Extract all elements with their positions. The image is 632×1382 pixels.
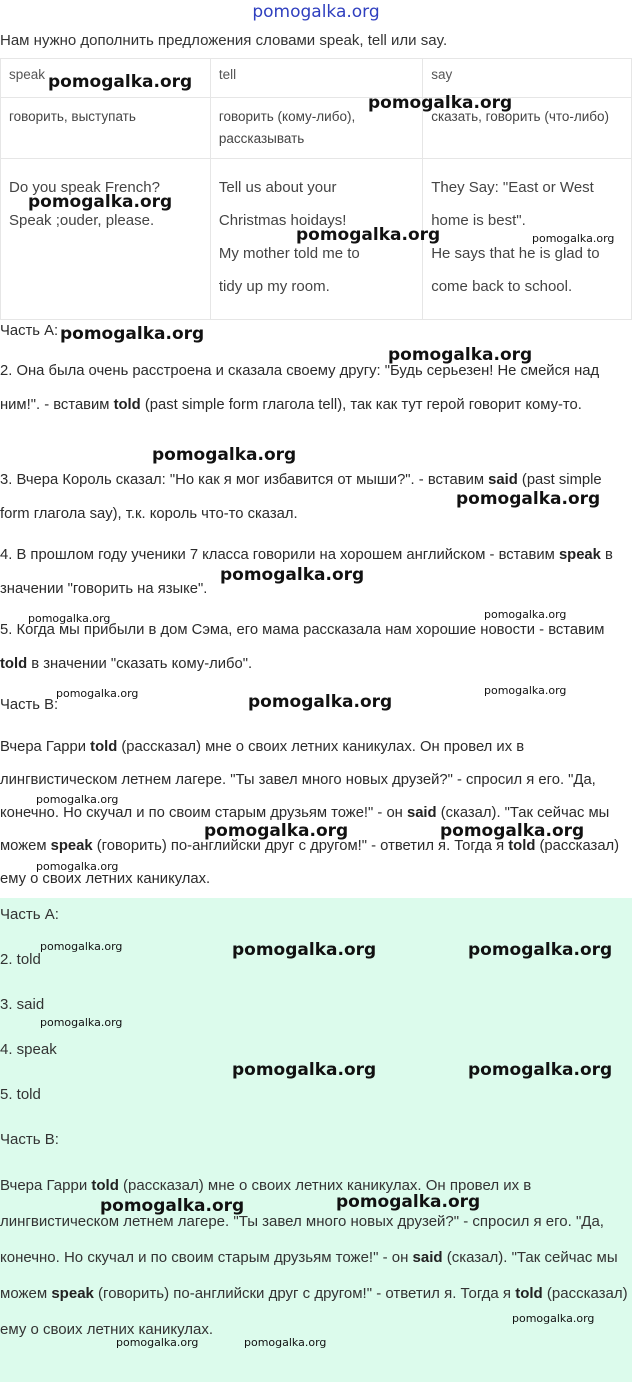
answer-panel — [0, 898, 632, 1382]
example-line: come back to school. — [431, 278, 573, 295]
watermark: pomogalka.org — [468, 1060, 613, 1080]
example-line: They Say: "East or West — [431, 179, 594, 196]
text: (рассказал) мне о своих летних каникулах. Он провел их в лингвистическом летнем лагере. "Ты завел много новых друзей?" - спросил я его. "Да, конечно. Но скучал и по своим старым друзьям тоже!" - он — [0, 739, 596, 821]
answer-word: told — [508, 838, 536, 854]
text: (говорить) по-английски друг с другом!" - ответил я. Тогда я — [93, 1285, 516, 1302]
answer-word: told — [0, 656, 28, 672]
answers-part-a-label: Часть А: — [0, 906, 59, 923]
watermark: pomogalka.org — [48, 72, 193, 92]
answer-word: told — [91, 1177, 119, 1194]
watermark: pomogalka.org — [28, 192, 173, 212]
examples-speak — [1, 159, 211, 320]
part-a-label: Часть А: — [0, 323, 59, 339]
answer-word: speak — [50, 838, 93, 854]
watermark: pomogalka.org — [36, 793, 119, 806]
watermark: pomogalka.org — [388, 345, 533, 365]
answer-3: 3. said — [0, 996, 45, 1013]
watermark: pomogalka.org — [204, 821, 349, 841]
text: (говорить) по-английски друг с другом!" - ответил я. Тогда я — [92, 838, 509, 854]
watermark: pomogalka.org — [28, 612, 111, 625]
site-title[interactable]: pomogalka.org — [252, 2, 380, 22]
answer-word: speak — [558, 547, 601, 563]
answer-word: told — [90, 739, 118, 755]
watermark: pomogalka.org — [512, 1312, 595, 1325]
text: (рассказал) мне о своих летних каникулах. Он провел их в лингвистическом летнем лагере. "Ты завел много новых друзей?" - спросил я его. "Да, конечно. Но скучал и по своим старым друзьям тоже!" - он — [0, 1177, 604, 1266]
watermark: pomogalka.org — [484, 684, 567, 697]
item-text: 4. В прошлом году ученики 7 класса говорили на хорошем английском - вставим — [0, 547, 559, 563]
answer-word: speak — [51, 1285, 94, 1302]
watermark: pomogalka.org — [248, 692, 393, 712]
example-line: Christmas hoidays! — [218, 212, 347, 229]
watermark: pomogalka.org — [232, 940, 377, 960]
item-2 — [0, 354, 632, 422]
watermark: pomogalka.org — [220, 565, 365, 585]
header-speak: speak — [1, 59, 211, 98]
text: Вчера Гарри — [0, 1177, 92, 1194]
text: Вчера Гарри — [0, 739, 91, 755]
intro-text: Нам нужно дополнить предложения словами speak, tell или say. — [0, 32, 448, 49]
answer-word: said — [412, 1249, 443, 1266]
header-tell: tell — [210, 59, 422, 98]
watermark: pomogalka.org — [116, 1336, 199, 1349]
watermark: pomogalka.org — [36, 860, 119, 873]
example-line: Tell us about your — [218, 179, 337, 196]
example-line: home is best". — [431, 212, 526, 229]
meaning-say: сказать, говорить (что-либо) — [423, 98, 632, 159]
item-text: (past simple form глагола tell), так как тут герой говорит кому-то. — [140, 397, 582, 413]
example-line: My mother told me to — [218, 245, 360, 262]
example-line: Speak ;ouder, please. — [9, 212, 155, 229]
answer-2: 2. told — [0, 951, 41, 968]
watermark: pomogalka.org — [40, 1016, 123, 1029]
example-line: Do you speak French? — [9, 179, 160, 196]
watermark: pomogalka.org — [232, 1060, 377, 1080]
item-text: 2. Она была очень расстроена и сказала своему другу: "Будь серьезен! Не смейся над ним!". - вставим — [0, 363, 600, 413]
watermark: pomogalka.org — [40, 940, 123, 953]
watermark: pomogalka.org — [368, 93, 513, 113]
vocab-table — [0, 58, 632, 320]
meaning-tell: говорить (кому-либо), рассказывать — [210, 98, 422, 159]
watermark: pomogalka.org — [60, 324, 205, 344]
example-line: He says that he is glad to — [431, 245, 600, 262]
watermark: pomogalka.org — [56, 687, 139, 700]
item-text: в значении "говорить на языке". — [0, 547, 613, 597]
watermark: pomogalka.org — [100, 1196, 245, 1216]
text: (рассказал) ему о своих летних каникулах. — [0, 838, 620, 887]
watermark: pomogalka.org — [468, 940, 613, 960]
watermark: pomogalka.org — [532, 232, 615, 245]
meaning-speak: говорить, выступать — [1, 98, 211, 159]
header-say: say — [423, 59, 632, 98]
answers-part-b-label: Часть В: — [0, 1131, 59, 1148]
answer-word: said — [488, 472, 518, 488]
watermark: pomogalka.org — [296, 225, 441, 245]
text: (сказал). "Так сейчас мы можем — [0, 805, 610, 854]
answer-word: told — [515, 1285, 543, 1302]
answer-word: told — [113, 397, 141, 413]
watermark: pomogalka.org — [152, 445, 297, 465]
answer-5: 5. told — [0, 1086, 41, 1103]
example-line: tidy up my room. — [218, 278, 330, 295]
watermark: pomogalka.org — [484, 608, 567, 621]
text: (сказал). "Так сейчас мы можем — [0, 1249, 618, 1302]
item-text: 3. Вчера Король сказал: "Но как я мог избавится от мыши?". - вставим — [0, 472, 489, 488]
table-row — [1, 98, 632, 159]
watermark: pomogalka.org — [336, 1192, 481, 1212]
part-b-label: Часть В: — [0, 697, 59, 713]
watermark: pomogalka.org — [456, 489, 601, 509]
item-text: (past simple form глагола say), т.к. король что-то сказал. — [0, 472, 602, 522]
watermark: pomogalka.org — [244, 1336, 327, 1349]
text: (рассказал) ему о своих летних каникулах. — [0, 1285, 628, 1338]
answer-4: 4. speak — [0, 1041, 57, 1058]
item-text: 5. Когда мы прибыли в дом Сэма, его мама рассказала нам хорошие новости - вставим — [0, 622, 605, 638]
watermark: pomogalka.org — [440, 821, 585, 841]
answer-word: said — [406, 805, 437, 821]
item-text: в значении "сказать кому-либо". — [27, 656, 253, 672]
